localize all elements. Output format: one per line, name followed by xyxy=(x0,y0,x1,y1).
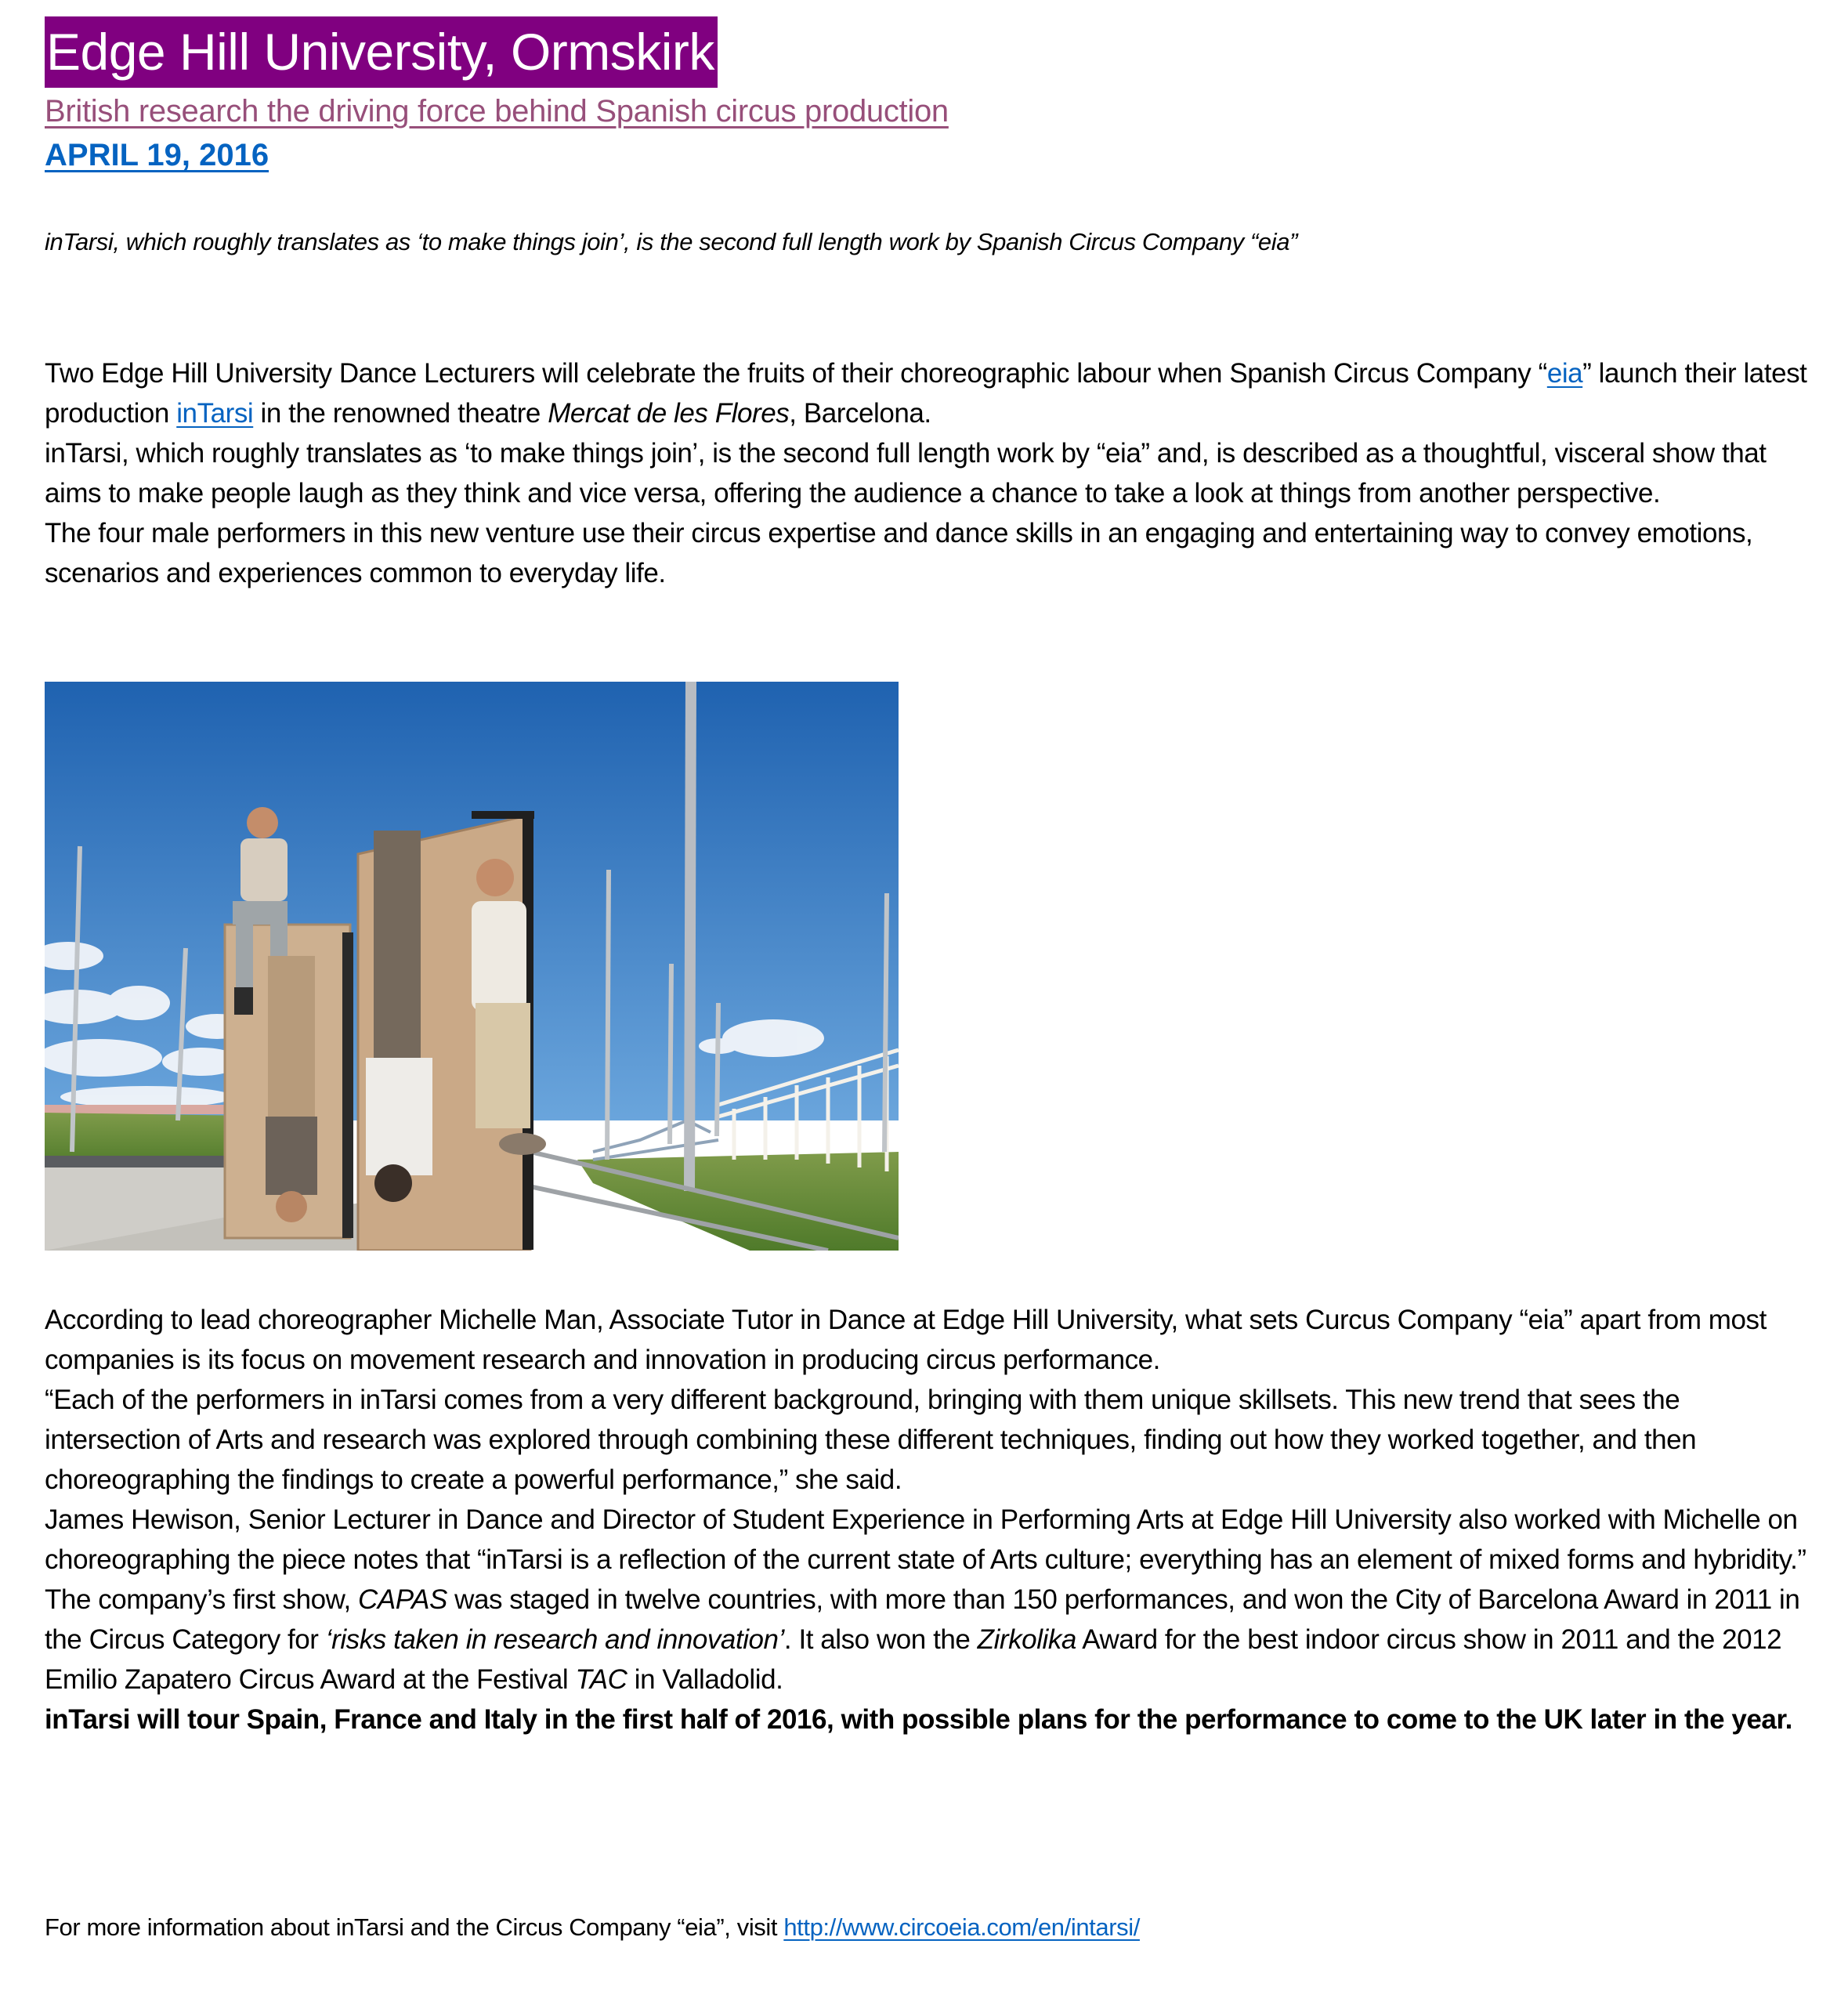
text: in the renowned theatre xyxy=(253,398,548,429)
text: in Valladolid. xyxy=(627,1664,783,1695)
masthead xyxy=(45,16,1815,176)
paragraph: James Hewison, Senior Lecturer in Dance and Director of Student Experience in Performing Arts at Edge Hill University also worked with Michelle on choreographing the piece notes that “inTarsi is a reflection of the current state of Arts culture; everything has an element of mixed forms and hybridity.” xyxy=(45,1504,1806,1575)
text: was staged in twelve countries, with more than 150 performances, and won the City of Barcelona Award in 2011 in the Circus Category for xyxy=(45,1584,1800,1655)
intarsi-link[interactable]: inTarsi xyxy=(176,398,254,429)
footer xyxy=(45,1910,1140,1945)
bridge xyxy=(593,1120,718,1160)
quote-paragraph: “Each of the performers in inTarsi comes from a very different background, bringing with them unique skillsets. This new trend that sees the intersection of Arts and research was explored through combining these different techniques, finding out how they worked together, and then choreographing the findings to create a powerful performance,” she said. xyxy=(45,1385,1697,1495)
tour-text: inTarsi will tour Spain, France and Italy in the first half of 2016, with possible plans for the performance to come to the UK later in the year. xyxy=(45,1704,1792,1735)
text: , Barcelona. xyxy=(789,398,931,429)
paragraph: The four male performers in this new venture use their circus expertise and dance skills in an engaging and entertaining way to convey emotions, scenarios and experiences common to everyday life. xyxy=(45,518,1753,588)
award-name: Zirkolika xyxy=(977,1624,1076,1655)
paragraph xyxy=(45,433,1815,513)
date-link[interactable]: APRIL 19, 2016 xyxy=(45,138,269,172)
performers-photo xyxy=(45,682,899,1251)
paragraph: According to lead choreographer Michelle Man, Associate Tutor in Dance at Edge Hill University, what sets Curcus Company “eia” apart from most companies is its focus on movement research and innovation in producing circus performance. xyxy=(45,1305,1767,1375)
text: The company’s first show, xyxy=(45,1584,359,1615)
article xyxy=(45,16,1815,1941)
footer-text: For more information about inTarsi and the Circus Company “eia”, visit xyxy=(45,1913,784,1941)
text: ” launch their latest production xyxy=(45,358,1807,429)
headline-link[interactable]: British research the driving force behind Spanish circus production xyxy=(45,94,949,129)
frame-left xyxy=(342,932,353,1238)
frame-right-outer xyxy=(472,811,534,819)
festival-name: TAC xyxy=(575,1664,627,1695)
text: . It also won the xyxy=(783,1624,978,1655)
intro-section xyxy=(45,353,1815,593)
performer-handstand-left xyxy=(266,956,317,1222)
lede: inTarsi, which roughly translates as ‘to make things join’, is the second full length work by Spanish Circus Company “eia” xyxy=(45,228,1297,255)
text: Award for the best indoor circus show in 2011 and the 2012 Emilio Zapatero Circus Award at the Festival xyxy=(45,1624,1782,1695)
paragraph xyxy=(45,1580,1815,1700)
tour-announcement xyxy=(45,1700,1815,1739)
body-section xyxy=(45,1300,1815,1739)
eia-link[interactable]: eia xyxy=(1546,358,1583,389)
website-link[interactable]: http://www.circoeia.com/en/intarsi/ xyxy=(783,1913,1140,1941)
paragraph xyxy=(45,353,1815,433)
page-title: Edge Hill University, Ormskirk xyxy=(45,16,718,88)
text: Two Edge Hill University Dance Lecturers will celebrate the fruits of their choreographic labour when Spanish Circus Company “ xyxy=(45,358,1547,389)
text: ’, is the second full length work by “eia” and, is described as a thoughtful, visceral show that aims to make people laugh as they think and vice versa, offering the audience a chance to take a look at things from another perspective. xyxy=(45,438,1767,509)
award-quote: ‘risks taken in research and innovation’ xyxy=(325,1624,784,1655)
venue-name: Mercat de les Flores xyxy=(548,398,790,429)
show-name: CAPAS xyxy=(358,1584,447,1615)
text: inTarsi, which roughly translates as ‘to make things join xyxy=(45,438,693,469)
photo-illustration xyxy=(45,682,899,1251)
